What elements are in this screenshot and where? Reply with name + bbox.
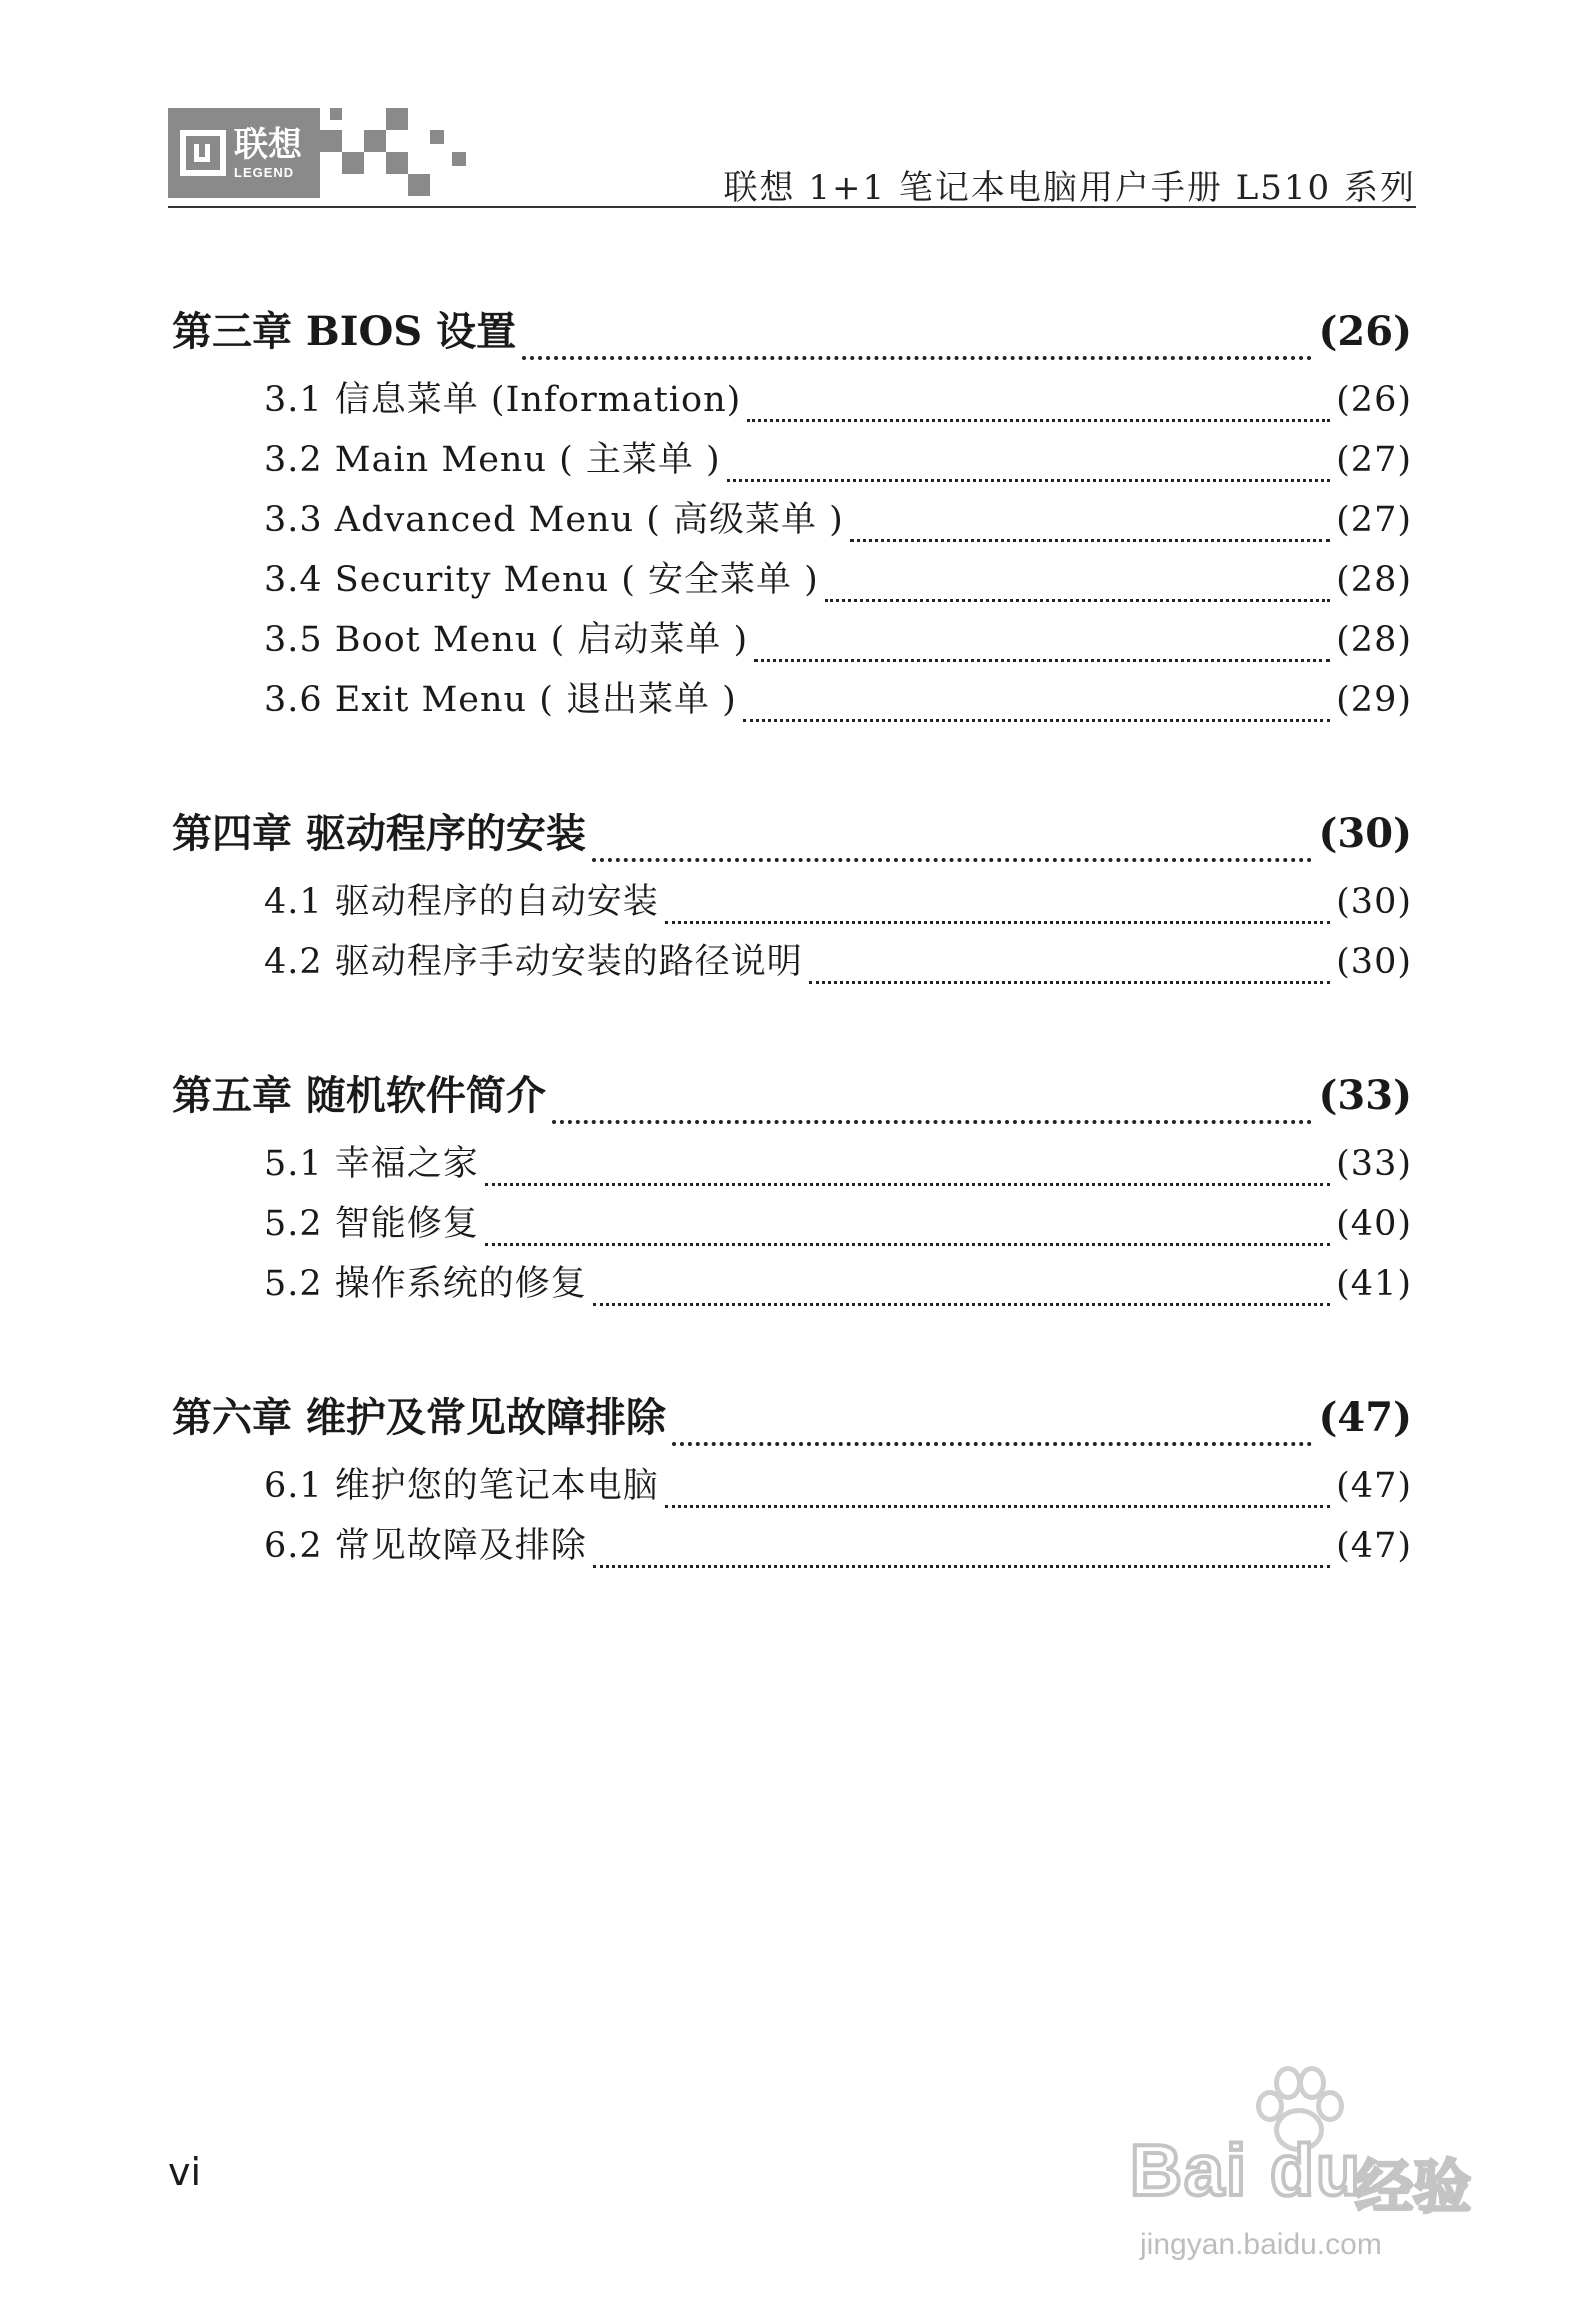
section-title: 5.1 幸福之家 [264,1144,479,1184]
section-title: 3.5 Boot Menu ( 启动菜单 ) [264,620,749,660]
toc-section-entry[interactable] [172,672,1412,732]
toc-chapter-entry[interactable] [172,1386,1412,1458]
watermark-brand: Bai du [1130,2131,1363,2211]
toc-chapter-entry[interactable] [172,802,1412,874]
section-page-number: (26) [1336,380,1412,420]
toc-section-entry[interactable] [172,1256,1412,1316]
dot-leader [825,599,1330,602]
section-page-number: (30) [1336,882,1412,922]
dot-leader [727,479,1330,482]
section-title: 3.1 信息菜单 (Information) [264,380,742,420]
section-page-number: (40) [1336,1204,1412,1244]
chapter-title: 第六章 维护及常见故障排除 [172,1394,666,1441]
toc-chapter [172,802,1412,994]
dot-leader [754,659,1330,662]
legend-logo-icon [180,130,226,176]
watermark-brand-cn: 经验 [1355,2153,1472,2221]
section-title: 3.2 Main Menu ( 主菜单 ) [264,440,721,480]
section-title: 3.3 Advanced Menu ( 高级菜单 ) [264,500,844,540]
chapter-title: 第三章 BIOS 设置 [172,308,517,355]
section-page-number: (47) [1336,1466,1412,1506]
header-divider [168,206,1416,208]
section-page-number: (30) [1336,942,1412,982]
toc-section-entry[interactable] [172,1518,1412,1578]
dot-leader [672,1442,1313,1446]
section-page-number: (41) [1336,1264,1412,1304]
toc-chapter [172,300,1412,732]
dot-leader [850,539,1330,542]
section-title: 3.6 Exit Menu ( 退出菜单 ) [264,680,737,720]
dot-leader [485,1243,1330,1246]
toc-section-entry[interactable] [172,1458,1412,1518]
dot-leader [552,1120,1313,1124]
toc-section-entry[interactable] [172,552,1412,612]
section-title: 3.4 Security Menu ( 安全菜单 ) [264,560,819,600]
dot-leader [593,1565,1330,1568]
section-title: 4.1 驱动程序的自动安装 [264,882,659,922]
toc-chapter-entry[interactable] [172,1064,1412,1136]
section-page-number: (27) [1336,500,1412,540]
dot-leader [809,981,1330,984]
legend-logo [168,108,320,198]
chapter-page-number: (33) [1318,1072,1412,1119]
dot-leader [665,1505,1330,1508]
chapter-page-number: (30) [1318,810,1412,857]
section-page-number: (28) [1336,620,1412,660]
section-page-number: (27) [1336,440,1412,480]
logo-chinese-text: 联想 [234,124,302,165]
section-title: 5.2 操作系统的修复 [264,1264,587,1304]
chapter-page-number: (47) [1318,1394,1412,1441]
page-number: vi [168,2150,202,2194]
dot-leader [747,419,1330,422]
dot-leader [592,858,1313,862]
chapter-title: 第五章 随机软件简介 [172,1072,546,1119]
chapter-page-number: (26) [1318,308,1412,355]
toc-section-entry[interactable] [172,934,1412,994]
watermark-url: jingyan.baidu.com [1140,2228,1382,2261]
toc-section-entry[interactable] [172,874,1412,934]
toc-section-entry[interactable] [172,1136,1412,1196]
section-title: 6.2 常见故障及排除 [264,1526,587,1566]
dot-leader [522,356,1312,360]
baidu-jingyan-watermark [1110,2060,1510,2260]
section-page-number: (33) [1336,1144,1412,1184]
chapter-title: 第四章 驱动程序的安装 [172,810,586,857]
section-page-number: (28) [1336,560,1412,600]
toc-section-entry[interactable] [172,432,1412,492]
toc-section-entry[interactable] [172,372,1412,432]
toc-chapter-entry[interactable] [172,300,1412,372]
toc-section-entry[interactable] [172,612,1412,672]
dot-leader [665,921,1330,924]
dot-leader [743,719,1330,722]
toc-chapter [172,1386,1412,1578]
dot-leader [593,1303,1330,1306]
toc-section-entry[interactable] [172,1196,1412,1256]
manual-title: 联想 1+1 笔记本电脑用户手册 L510 系列 [723,168,1416,208]
section-title: 5.2 智能修复 [264,1204,479,1244]
logo-english-text: LEGEND [234,164,295,180]
checker-pattern-decoration [320,108,480,198]
section-title: 4.2 驱动程序手动安装的路径说明 [264,942,803,982]
toc-chapter [172,1064,1412,1316]
table-of-contents [172,300,1412,1648]
section-page-number: (47) [1336,1526,1412,1566]
toc-section-entry[interactable] [172,492,1412,552]
section-page-number: (29) [1336,680,1412,720]
dot-leader [485,1183,1330,1186]
section-title: 6.1 维护您的笔记本电脑 [264,1466,659,1506]
